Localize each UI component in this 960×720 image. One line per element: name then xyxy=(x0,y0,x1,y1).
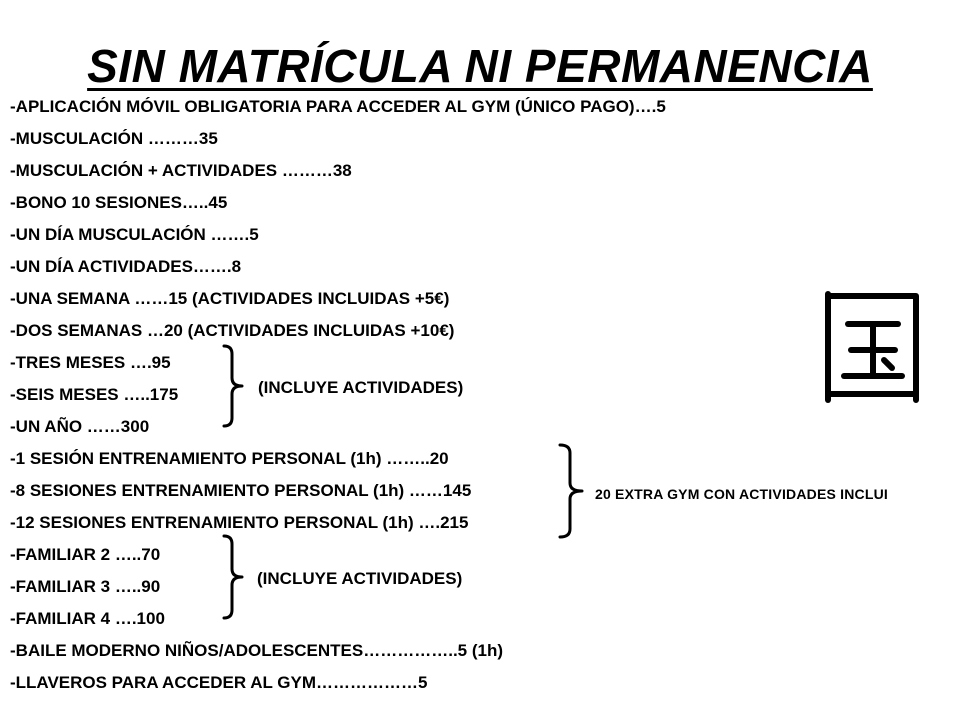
price-item: -UN AÑO ……300 xyxy=(10,417,150,436)
incluye-actividades-note: (INCLUYE ACTIVIDADES) xyxy=(257,569,463,588)
price-item: -TRES MESES ….95 xyxy=(10,353,171,372)
price-item: -MUSCULACIÓN + ACTIVIDADES ………38 xyxy=(10,161,352,180)
page-title: SIN MATRÍCULA NI PERMANENCIA xyxy=(87,39,873,92)
price-item: -FAMILIAR 3 …..90 xyxy=(10,577,161,596)
kanji-logo-icon xyxy=(818,288,928,406)
price-item: -UN DÍA MUSCULACIÓN …….5 xyxy=(10,225,259,244)
price-item: -UN DÍA ACTIVIDADES…….8 xyxy=(10,257,242,276)
brace-familiar xyxy=(222,534,252,620)
extra-gym-note: 20 EXTRA GYM CON ACTIVIDADES INCLUI xyxy=(595,486,888,502)
brace-months xyxy=(222,344,252,428)
price-item: -FAMILIAR 2 …..70 xyxy=(10,545,161,564)
price-item: -BAILE MODERNO NIÑOS/ADOLESCENTES……………..5 (1h) xyxy=(10,641,504,660)
price-item: -LLAVEROS PARA ACCEDER AL GYM………………5 xyxy=(10,673,428,692)
price-item: -MUSCULACIÓN ………35 xyxy=(10,129,218,148)
price-item: -APLICACIÓN MÓVIL OBLIGATORIA PARA ACCEDER AL GYM (ÚNICO PAGO)….5 xyxy=(10,97,666,116)
price-item: -1 SESIÓN ENTRENAMIENTO PERSONAL (1h) ……..20 xyxy=(10,449,449,468)
price-item: -8 SESIONES ENTRENAMIENTO PERSONAL (1h) ……145 xyxy=(10,481,472,500)
price-item: -UNA SEMANA ……15 (ACTIVIDADES INCLUIDAS +5€) xyxy=(10,289,450,308)
price-item: -12 SESIONES ENTRENAMIENTO PERSONAL (1h) ….215 xyxy=(10,513,469,532)
incluye-actividades-note: (INCLUYE ACTIVIDADES) xyxy=(258,378,464,397)
brace-personal-training xyxy=(558,443,598,539)
price-item: -SEIS MESES …..175 xyxy=(10,385,179,404)
price-item: -DOS SEMANAS …20 (ACTIVIDADES INCLUIDAS +10€) xyxy=(10,321,455,340)
price-item: -BONO 10 SESIONES…..45 xyxy=(10,193,228,212)
price-item: -FAMILIAR 4 ….100 xyxy=(10,609,165,628)
